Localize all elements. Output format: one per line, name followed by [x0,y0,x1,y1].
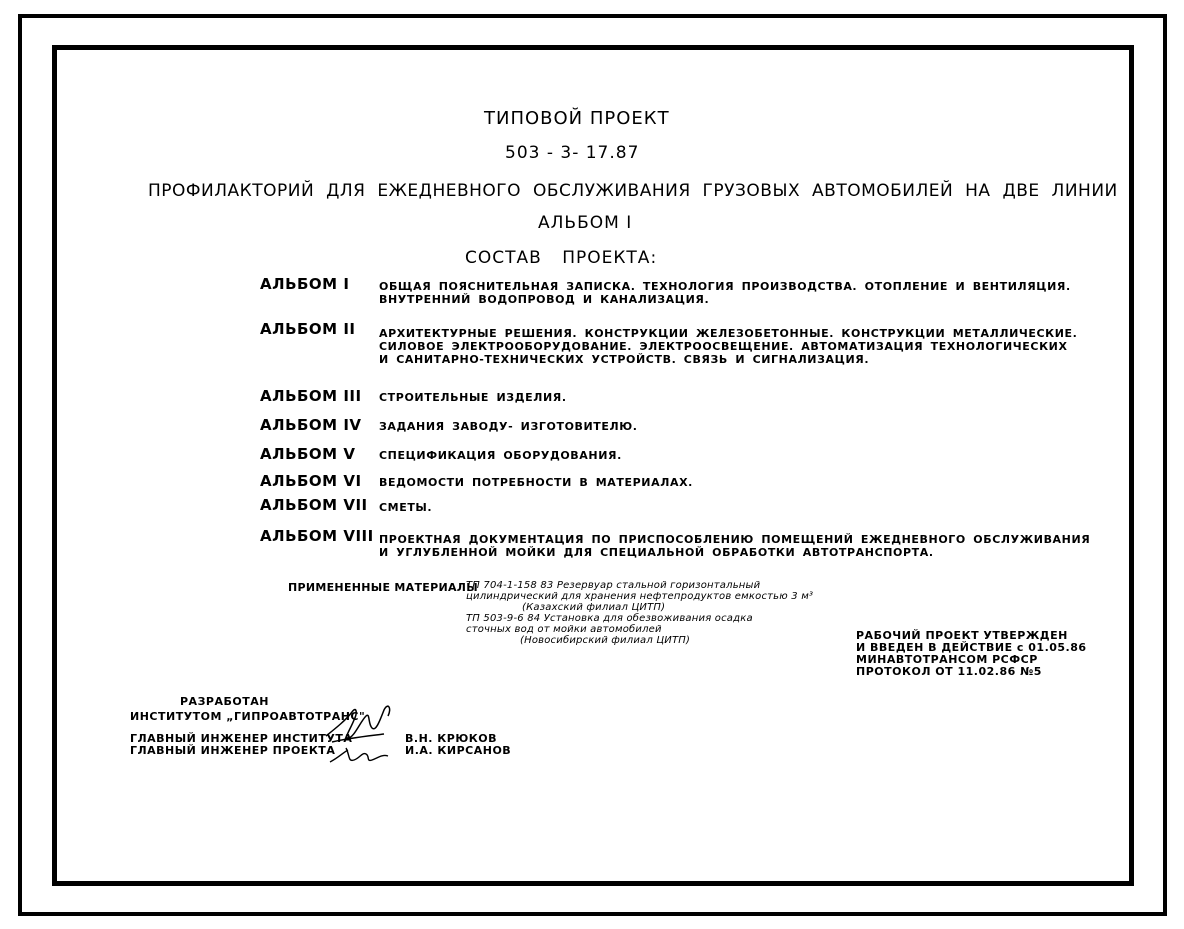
album-description [379,533,1090,559]
project-engineer-name: И.А. КИРСАНОВ [405,744,512,757]
developed-label: РАЗРАБОТАН [180,695,269,708]
album-description [379,327,1077,366]
album-description-line: ПРОЕКТНАЯ ДОКУМЕНТАЦИЯ ПО ПРИСПОСОБЛЕНИЮ ПОМЕЩЕНИЙ ЕЖЕДНЕВНОГО ОБСЛУЖИВАНИЯ [379,533,1091,546]
approval-block [856,630,1087,678]
album-label: АЛЬБОМ I [260,275,350,293]
album-description-line: АРХИТЕКТУРНЫЕ РЕШЕНИЯ. КОНСТРУКЦИИ ЖЕЛЕЗОБЕТОННЫЕ. КОНСТРУКЦИИ МЕТАЛЛИЧЕСКИЕ. [379,327,1078,340]
document-title: ТИПОВОЙ ПРОЕКТ [484,108,670,129]
approval-line: РАБОЧИЙ ПРОЕКТ УТВЕРЖДЕН [856,629,1068,642]
album-description-line: СПЕЦИФИКАЦИЯ ОБОРУДОВАНИЯ. [379,449,622,462]
applied-materials-line: (Казахский филиал ЦИТП) [522,602,666,613]
approval-line: МИНАВТОТРАНСОМ РСФСР [856,653,1038,666]
album-description-line: СИЛОВОЕ ЭЛЕКТРООБОРУДОВАНИЕ. ЭЛЕКТРООСВЕЩЕНИЕ. АВТОМАТИЗАЦИЯ ТЕХНОЛОГИЧЕСКИХ [379,340,1068,353]
album-title: АЛЬБОМ I [538,213,633,233]
album-label: АЛЬБОМ VI [260,472,362,490]
album-label: АЛЬБОМ VIII [260,527,374,545]
album-label: АЛЬБОМ VII [260,496,368,514]
album-description [379,280,1071,306]
applied-materials-line: цилиндрический для хранения нефтепродуктов емкостью 3 м³ [466,591,814,602]
applied-materials-label: ПРИМЕНЕННЫЕ МАТЕРИАЛЫ [288,581,478,594]
album-description-line: ВНУТРЕННИЙ ВОДОПРОВОД И КАНАЛИЗАЦИЯ. [379,293,710,306]
signature-project-engineer [328,744,398,768]
chief-engineer-label: ГЛАВНЫЙ ИНЖЕНЕР ИНСТИТУТА [130,732,353,745]
project-number: 503 - 3- 17.87 [505,143,640,163]
approval-line: ПРОТОКОЛ ОТ 11.02.86 №5 [856,665,1042,678]
album-description-line: ВЕДОМОСТИ ПОТРЕБНОСТИ В МАТЕРИАЛАХ. [379,476,693,489]
institute-name: ИНСТИТУТОМ „ГИПРОАВТОТРАНС" [130,710,366,723]
album-description-line: СТРОИТЕЛЬНЫЕ ИЗДЕЛИЯ. [379,391,567,404]
applied-materials-line: (Новосибирский филиал ЦИТП) [520,635,691,646]
album-description-line: СМЕТЫ. [379,501,433,514]
composition-heading: СОСТАВ ПРОЕКТА: [465,248,658,268]
album-label: АЛЬБОМ II [260,320,356,338]
album-description [379,476,693,489]
album-description-line: ОБЩАЯ ПОЯСНИТЕЛЬНАЯ ЗАПИСКА. ТЕХНОЛОГИЯ ПРОИЗВОДСТВА. ОТОПЛЕНИЕ И ВЕНТИЛЯЦИЯ. [379,280,1071,293]
applied-materials-line: ТП 503-9-6 84 Установка для обезвоживания осадка [466,613,753,624]
inner-frame [52,45,1134,886]
album-description-line: ЗАДАНИЯ ЗАВОДУ- ИЗГОТОВИТЕЛЮ. [379,420,638,433]
project-engineer-label: ГЛАВНЫЙ ИНЖЕНЕР ПРОЕКТА [130,744,336,757]
album-description [379,501,432,514]
album-description [379,391,567,404]
album-description-line: И УГЛУБЛЕННОЙ МОЙКИ ДЛЯ СПЕЦИАЛЬНОЙ ОБРАБОТКИ АВТОТРАНСПОРТА. [379,546,934,559]
album-description [379,449,622,462]
applied-materials-line: ТП 704-1-158 83 Резервуар стальной горизонтальный [466,580,761,591]
chief-engineer-name: В.Н. КРЮКОВ [405,732,497,745]
album-description [379,420,638,433]
album-label: АЛЬБОМ III [260,387,362,405]
approval-line: И ВВЕДЕН В ДЕЙСТВИЕ с 01.05.86 [856,641,1087,654]
project-name: ПРОФИЛАКТОРИЙ ДЛЯ ЕЖЕДНЕВНОГО ОБСЛУЖИВАНИЯ ГРУЗОВЫХ АВТОМОБИЛЕЙ НА ДВЕ ЛИНИИ [148,181,1118,201]
album-label: АЛЬБОМ V [260,445,356,463]
album-label: АЛЬБОМ IV [260,416,362,434]
applied-materials-line: сточных вод от мойки автомобилей [466,624,662,635]
applied-materials-list [466,580,813,646]
album-description-line: И САНИТАРНО-ТЕХНИЧЕСКИХ УСТРОЙСТВ. СВЯЗЬ И СИГНАЛИЗАЦИЯ. [379,353,870,366]
